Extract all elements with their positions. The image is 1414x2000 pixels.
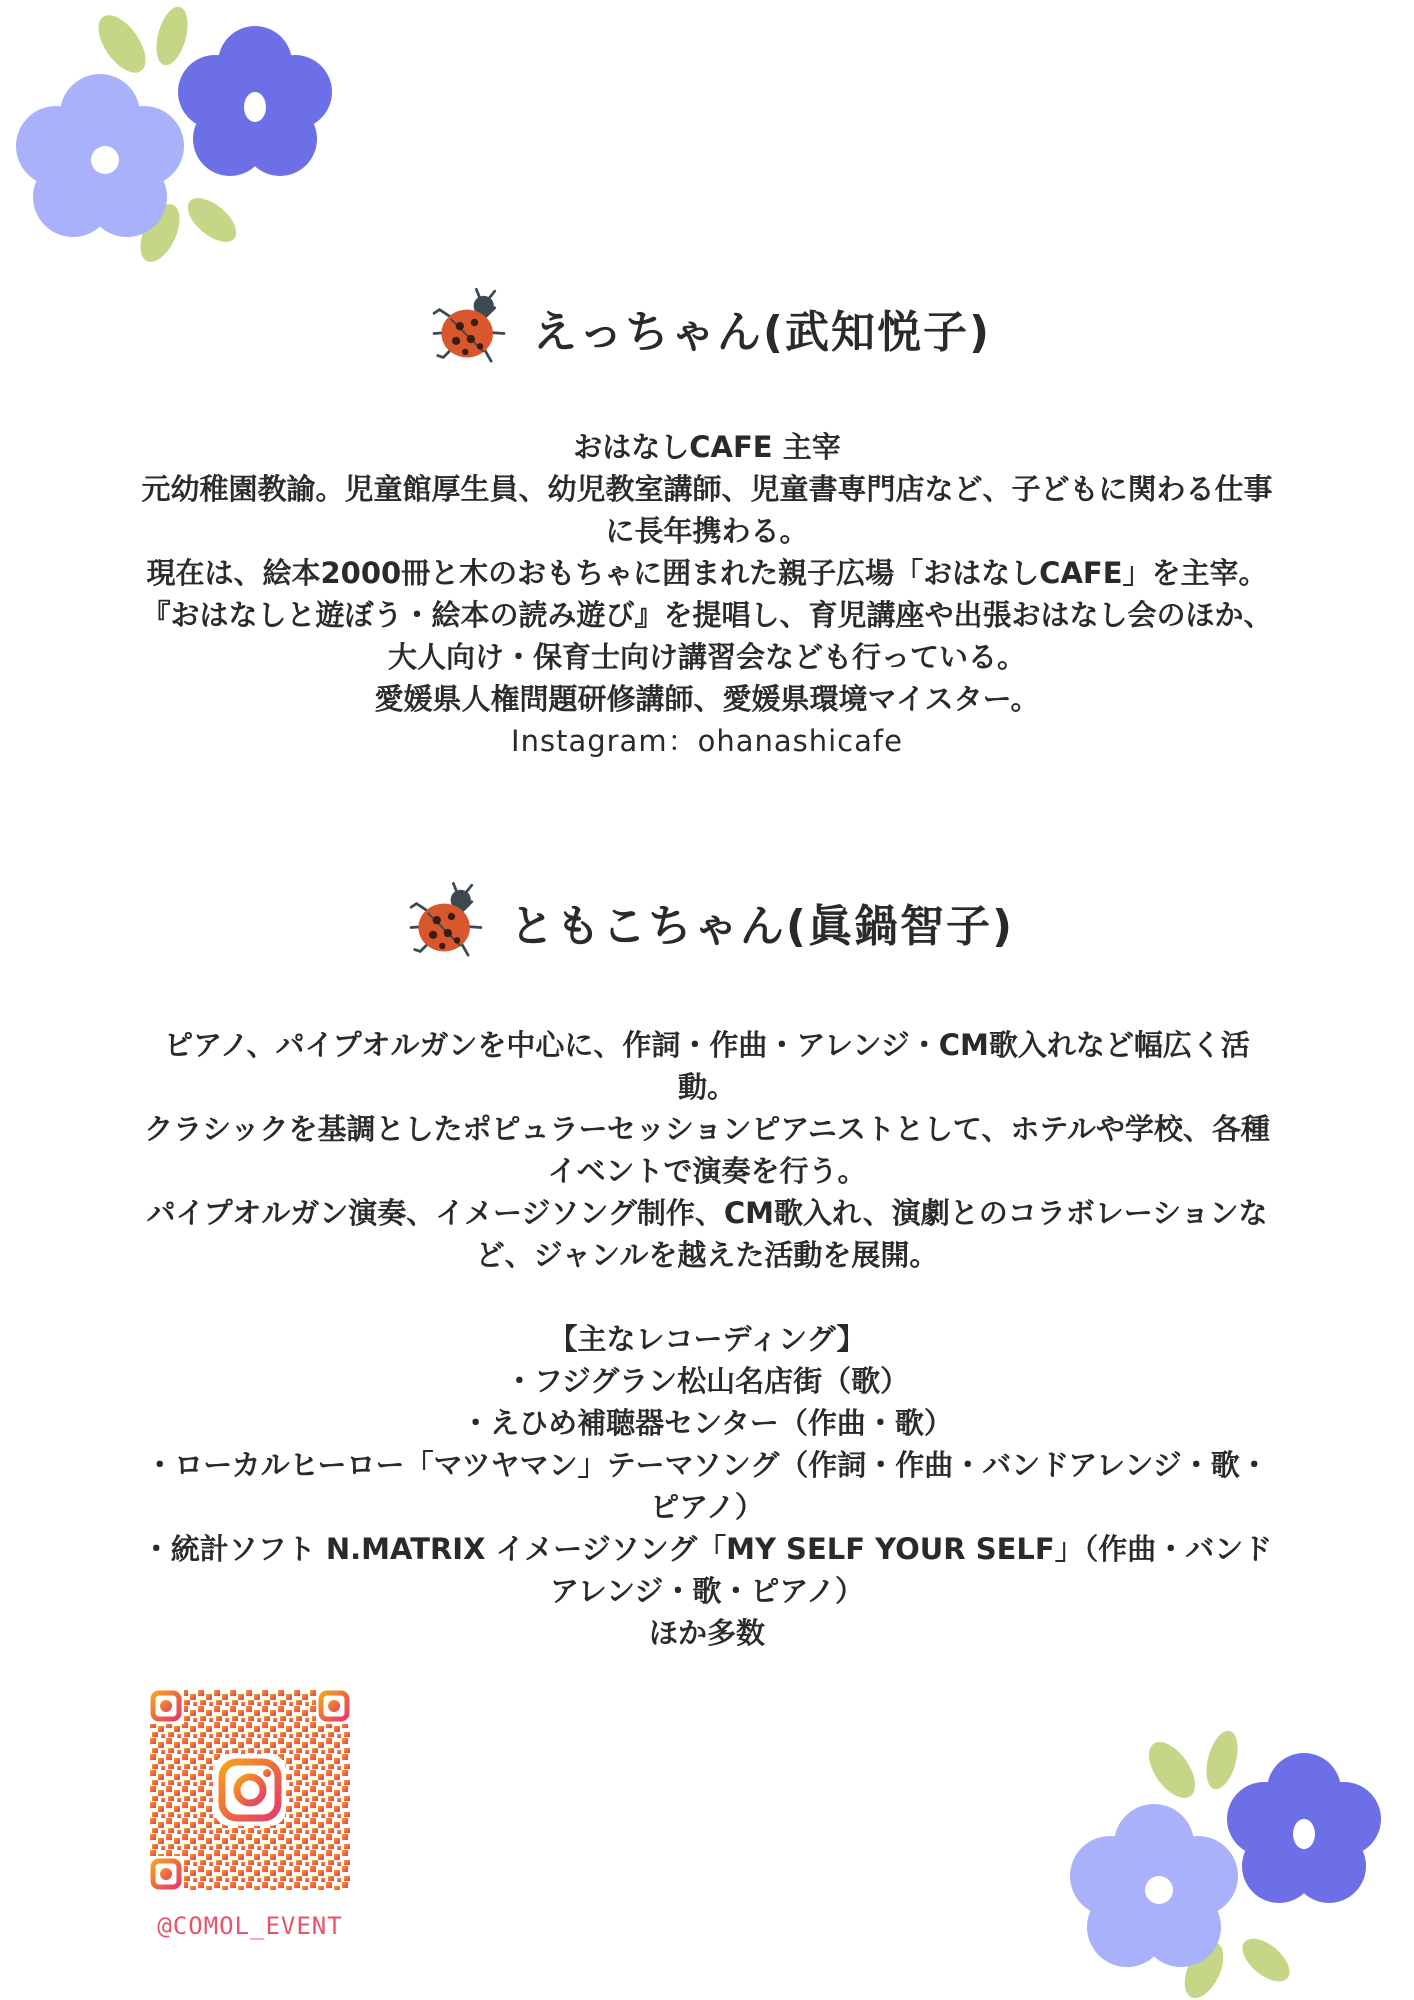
recording-item: ・統計ソフト N.MATRIX イメージソング「MY SELF YOUR SELF」（作曲・バンドアレンジ・歌・ピアノ） [141, 1532, 1273, 1608]
recordings-heading: 【主なレコーディング】 [548, 1322, 866, 1356]
profile1-name: えっちゃん(武知悦子) [532, 307, 992, 358]
instagram-qr-code[interactable] [150, 1690, 350, 1890]
profile2-description [140, 1024, 1274, 1654]
profile2-heading [0, 872, 1414, 972]
recording-item: ・ローカルヒーロー「マツヤマン」テーマソング（作詞・作曲・バンドアレンジ・歌・ピアノ） [145, 1448, 1269, 1524]
profile1-line: 元幼稚園教諭。児童館厚生員、幼児教室講師、児童書専門店など、子どもに関わる仕事に長年携わる。 [141, 472, 1273, 548]
recordings-closing: ほか多数 [648, 1616, 765, 1650]
recording-item: ・フジグラン松山名店街（歌） [504, 1364, 910, 1398]
profile1-description [140, 426, 1274, 762]
recording-item: ・えひめ補聴器センター（作曲・歌） [461, 1406, 953, 1440]
profile1-line: 現在は、絵本2000冊と木のおもちゃに囲まれた親子広場「おはなしCAFE」を主宰。 [146, 556, 1268, 590]
flower-decoration-top-left [0, 0, 360, 280]
ladybug-icon [400, 876, 492, 968]
profile2-name: ともこちゃん(眞鍋智子) [509, 901, 1015, 952]
instagram-handle[interactable]: @COMOL_EVENT [157, 1912, 343, 1940]
profile1-heading [0, 278, 1414, 378]
profile2-line: クラシックを基調としたポピュラーセッションピアニストとして、ホテルや学校、各種イベントで演奏を行う。 [144, 1112, 1270, 1188]
profile1-line: 愛媛県人権問題研修講師、愛媛県環境マイスター。 [374, 682, 1040, 716]
ladybug-icon [423, 282, 515, 374]
profile1-instagram: Instagram：ohanashicafe [511, 724, 903, 758]
profile2-line: パイプオルガン演奏、イメージソング制作、CM歌入れ、演劇とのコラボレーションなど、ジャンルを越えた活動を展開。 [146, 1196, 1268, 1272]
flower-decoration-bottom-right [1054, 1720, 1414, 2000]
profile2-line: ピアノ、パイプオルガンを中心に、作詞・作曲・アレンジ・CM歌入れなど幅広く活動。 [164, 1028, 1250, 1104]
profile1-line: 『おはなしと遊ぼう・絵本の読み遊び』を提唱し、育児講座や出張おはなし会のほか、大人向け・保育士向け講習会なども行っている。 [141, 598, 1273, 674]
profile1-line: おはなしCAFE 主宰 [573, 430, 841, 464]
